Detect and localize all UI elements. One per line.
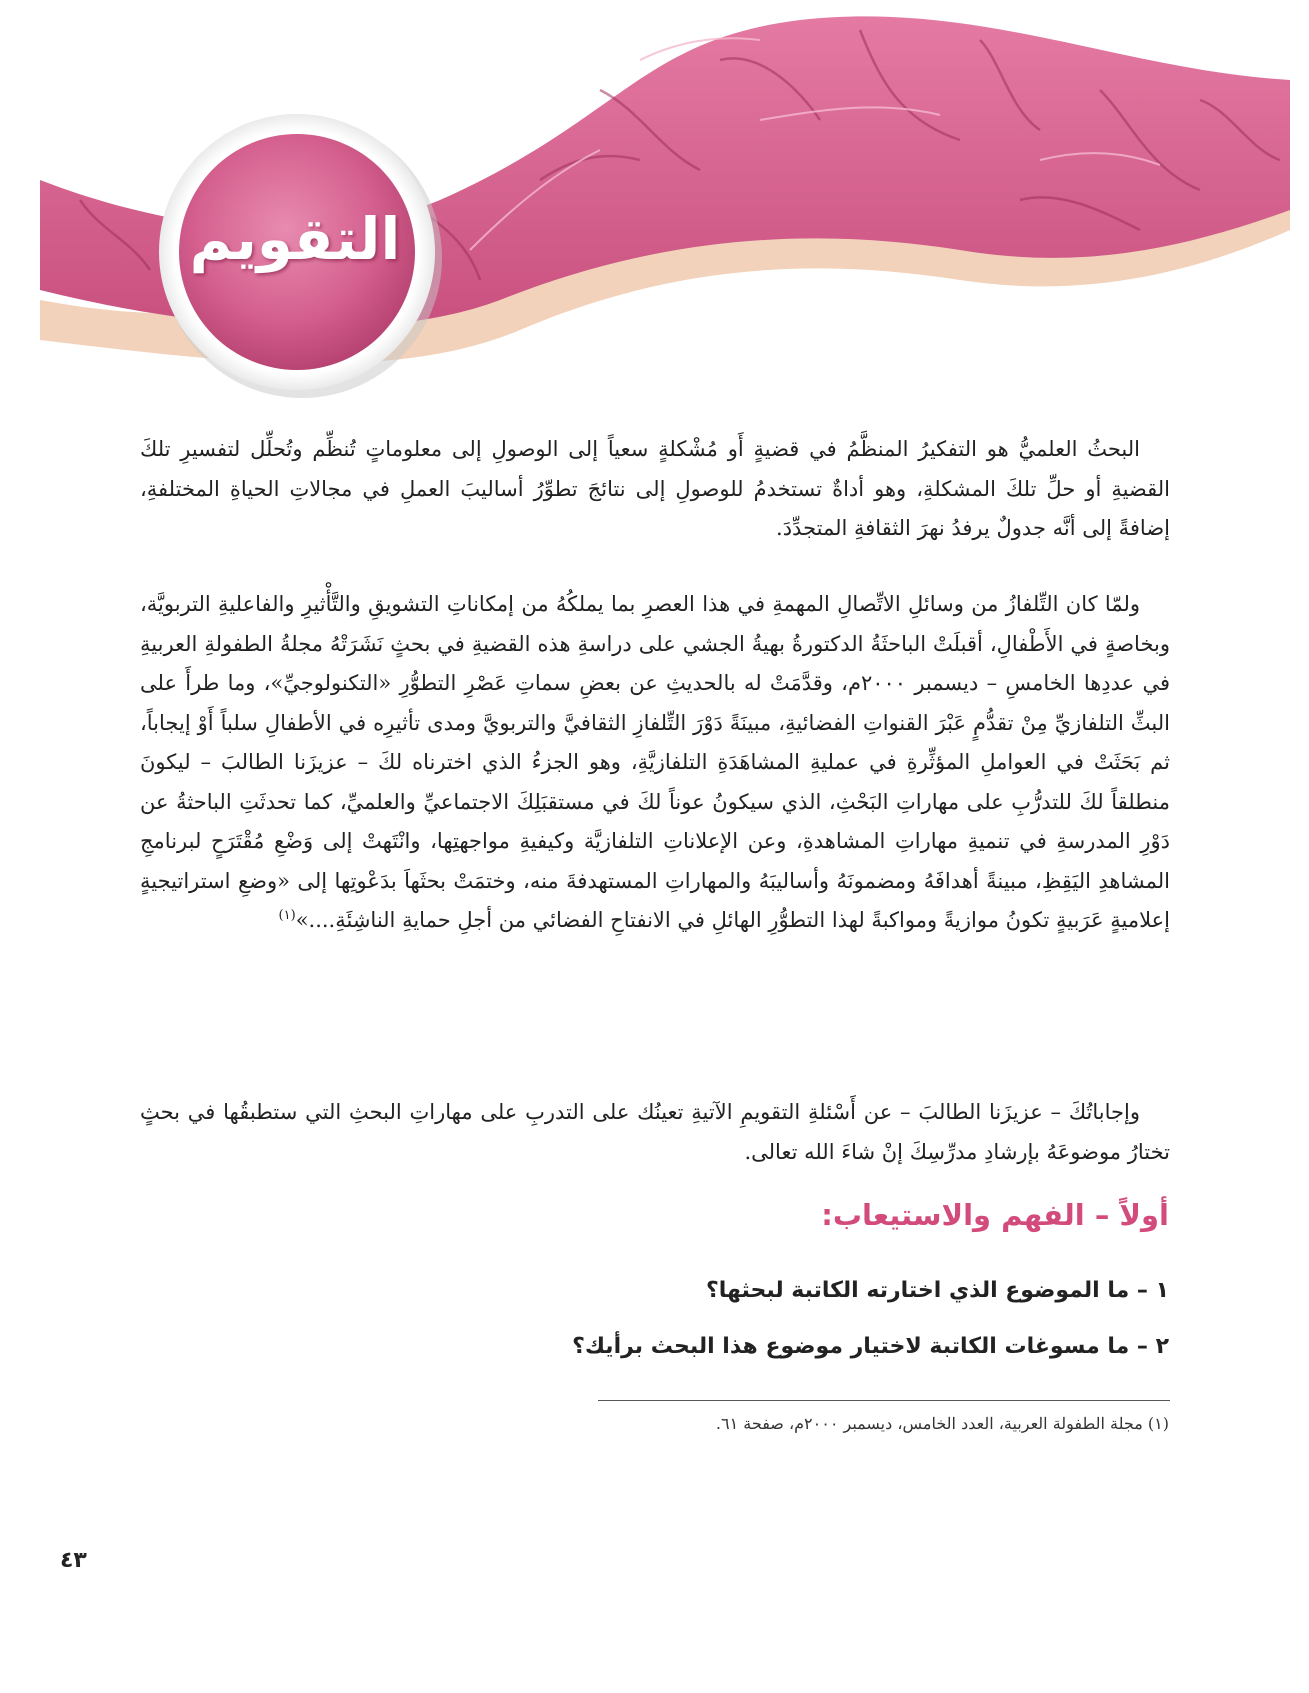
footnote-reference: (١) (278, 908, 296, 923)
paragraph-3-text: وإجاباتُكَ – عزيزَنا الطالبَ – عن أَسْئلةِ التقويمِ الآتيةِ تعينُك على التدربِ على مهاراتِ البحثِ التي ستطبقُها في بحثٍ تختارُ موضوعَهُ بإرشادِ مدرِّسِكَ إنْ شاءَ الله تعالى. (140, 1100, 1170, 1164)
paragraph-2-content (140, 585, 1170, 941)
section-heading: أولاً – الفهم والاستيعاب: (821, 1198, 1169, 1232)
page-title: التقويم (189, 205, 401, 273)
page-number: ٤٣ (60, 1548, 87, 1573)
paragraph-2-text: ولمّا كان التِّلفازُ من وسائلِ الاتِّصالِ المهمةِ في هذا العصرِ بما يملكُهُ من إمكاناتِ التشويقِ والتَّأْثيرِ والفاعليةِ التربويَّة، وبخاصةٍ في الأَطْفالِ، أقبلَتْ الباحثَةُ الدكتورةُ بهيةُ الجشي على دراسةِ هذه القضيةِ في بحثٍ نَشَرَتْهُ مجلةُ الطفولةِ العربيةِ في عددِها الخامسِ – ديسمبر ٢٠٠٠م، وقدَّمَتْ له بالحديثِ عن بعضِ سماتِ عَصْرِ التطوُّرِ «التكنولوجيِّ»، وما طرأَ على البثِّ التلفازيِّ مِنْ تقدُّمٍ عَبْرَ القنواتِ الفضائيةِ، مبينَةً دَوْرَ التِّلفازِ الثقافيَّ والتربويَّ ومدى تأثيرِه في الأطفالِ سلباً أَوْ إيجاباً، ثم بَحَثَتْ في العواملِ المؤثِّرةِ في عمليةِ المشاهَدَةِ التلفازيَّةِ، وهو الجزءُ الذي اخترناه لكَ – عزيزَنا الطالبَ – ليكونَ منطلقاً لكَ للتدرُّبِ على مهاراتِ البَحْثِ، الذي سيكونُ عوناً لكَ في مستقبَلِكَ الاجتماعيِّ والعلميِّ، كما تحدثَتِ الباحثةُ عن دَوْرِ المدرسةِ في تنميةِ مهاراتِ المشاهدةِ، وعن الإعلاناتِ التلفازيَّة وكيفيةِ مواجهتِها، وانْتَهتْ إلى وَضْعِ مُقْتَرَحٍ لبرنامجِ المشاهدِ اليَقِظِ، مبينةً أهدافَهُ ومضمونَهُ وأساليبَهُ والمهاراتِ المستهدفةَ منه، وختمَتْ بحثَهاَ بدَعْوتِها إلى «وضعِ استراتيجيةٍ إعلاميةٍ عَرَبيةٍ تكونُ موازيةً ومواكبةً لهذا التطوُّرِ الهائلِ في الانفتاحِ الفضائي من أجلِ حمايةِ الناشِئَةِ....» (140, 592, 1170, 932)
footnote: (١) مجلة الطفولة العربية، العدد الخامس، ديسمبر ٢٠٠٠م، صفحة ٦١. (715, 1414, 1169, 1433)
paragraph-1-text: البحثُ العلميُّ هو التفكيرُ المنظَّمُ في قضيةٍ أَو مُشْكلةٍ سعياً إلى الوصولِ إلى معلوماتٍ تُنظِّم وتُحلِّل لتفسيرِ تلكَ القضيةِ أو حلِّ تلكَ المشكلةِ، وهو أداةٌ تستخدمُ للوصولِ إلى نتائجَ تطوِّرُ أساليبَ العملِ في مجالاتِ الحياةِ المختلفةِ، إضافةً إلى أنَّه جدولٌ يرفدُ نهرَ الثقافةِ المتجدِّدَ. (140, 437, 1170, 540)
paragraph-2 (140, 585, 1170, 941)
paragraph-3 (140, 1093, 1170, 1172)
paragraph-1 (140, 430, 1170, 549)
footnote-divider (598, 1400, 1170, 1401)
question-2: ٢ – ما مسوغات الكاتبة لاختيار موضوع هذا البحث برأيك؟ (572, 1334, 1169, 1359)
question-1: ١ – ما الموضوع الذي اختارته الكاتبة لبحثها؟ (706, 1278, 1169, 1303)
